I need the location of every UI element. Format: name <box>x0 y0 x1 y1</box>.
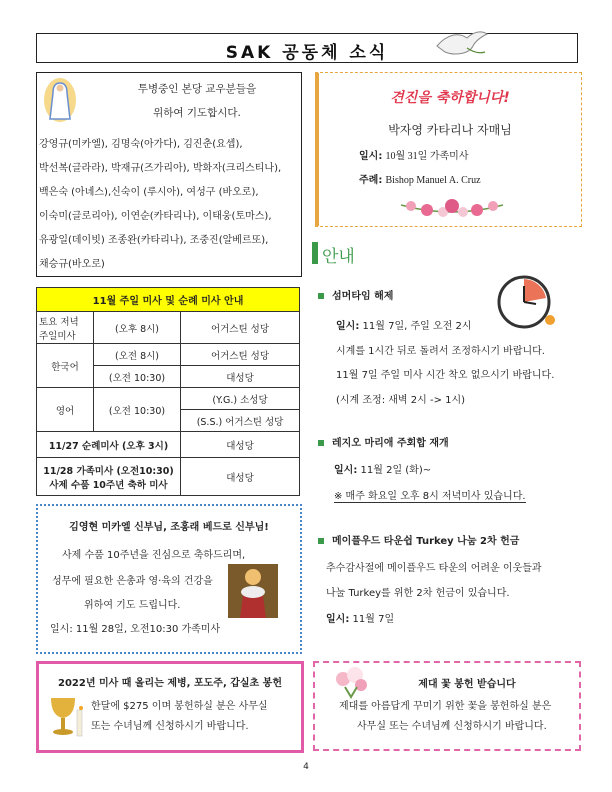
bullet-icon <box>318 440 324 446</box>
priest-title: 김영현 미카엘 신부님, 조홍래 베드로 신부님! <box>69 522 269 533</box>
page-number: 4 <box>303 762 309 772</box>
table-cell: 대성당 <box>181 366 300 388</box>
date-value: 10월 31일 가족미사 <box>385 151 469 162</box>
table-cell: (오전 10:30) <box>94 388 181 432</box>
table-cell: 대성당 <box>181 432 300 458</box>
offering-box <box>36 661 304 753</box>
priest-anniversary-box <box>36 504 302 654</box>
prayer-box <box>36 72 302 277</box>
dst-line-2: 11월 7일 주일 미사 시간 착오 없으시기 바랍니다. <box>336 370 555 381</box>
table-cell: 한국어 <box>37 344 94 388</box>
table-cell: 토요 저녁 주일미사 <box>37 312 94 344</box>
mass-schedule-table <box>36 287 300 496</box>
bullet-icon <box>318 538 324 544</box>
dst-date: 일시: 11월 7일, 주일 오전 2시 <box>336 321 472 332</box>
dst-title: 섬머타임 해제 <box>318 287 393 302</box>
dst-line-1: 시계를 1시간 뒤로 돌려서 조정하시기 바랍니다. <box>336 346 545 357</box>
table-cell: (오전 8시) <box>94 344 181 366</box>
prayer-line: 유광일(데이빗) 조종완(카타리나), 조중진(알베르또), <box>39 235 269 246</box>
altar-flower-box <box>313 661 581 751</box>
table-cell: 어거스틴 성당 <box>181 312 300 344</box>
flower-title: 제대 꽃 봉헌 받습니다 <box>418 679 516 690</box>
priest-line-2: 성무에 필요한 은총과 영·육의 건강을 <box>52 576 213 587</box>
table-cell: (S.S.) 어거스틴 성당 <box>181 410 300 432</box>
good-shepherd-icon <box>228 564 278 618</box>
bullet-icon <box>318 293 324 299</box>
prayer-line: 박선복(글라라), 박재규(즈가리아), 박화자(크리스티나), <box>39 163 282 174</box>
legio-title: 레지오 마리애 주회합 재개 <box>318 434 449 449</box>
table-cell: (오전 10:30) <box>94 366 181 388</box>
mary-icon <box>43 77 77 123</box>
prayer-line: 강영규(미카엘), 김명숙(아가다), 김진춘(요셉), <box>39 139 243 150</box>
clock-icon <box>496 274 558 332</box>
priest-line-1: 사제 수품 10주년을 진심으로 축하드리며, <box>62 550 246 561</box>
priest-line-3: 위하여 기도 드립니다. <box>84 600 181 611</box>
flower-line-2: 사무실 또는 수녀님께 신청하시기 바랍니다. <box>357 721 547 732</box>
flower-line-1: 제대를 아름답게 꾸미기 위한 꽃을 봉헌하실 분은 <box>339 701 552 712</box>
chalice-icon <box>45 692 85 740</box>
turkey-title: 메이플우드 타운쉽 Turkey 나눔 2차 헌금 <box>318 532 519 547</box>
offering-title: 2022년 미사 때 올리는 제병, 포도주, 갑실초 봉헌 <box>57 678 283 689</box>
turkey-date: 일시: 11월 7일 <box>326 614 395 625</box>
legio-date: 일시: 11월 2일 (화)~ <box>334 465 432 476</box>
table-cell: 영어 <box>37 388 94 432</box>
confirmation-name: 박자영 카타리나 자매님 <box>388 123 512 137</box>
turkey-line-2: 나눌 Turkey를 위한 2차 헌금이 있습니다. <box>326 588 510 599</box>
date-label: 일시: <box>359 151 383 162</box>
priest-line-4: 일시: 11월 28일, 오전10:30 가족미사 <box>50 624 221 635</box>
flower-garland-icon <box>397 191 507 219</box>
turkey-line-1: 추수감사절에 메이플우드 타운의 어려운 이웃들과 <box>326 563 542 574</box>
table-cell: (Y.G.) 소성당 <box>181 388 300 410</box>
dove-icon <box>429 24 489 64</box>
prayer-heading-1: 투병중인 본당 교우분들을 <box>137 83 257 95</box>
confirmation-date <box>359 147 468 162</box>
table-cell: 11/27 순례미사 (오후 3시) <box>37 432 181 458</box>
host-value: Bishop Manuel A. Cruz <box>385 175 481 186</box>
offering-line-2: 또는 수녀님께 신청하시기 바랍니다. <box>91 721 249 732</box>
table-cell: 11/28 가족미사 (오전10:30) 사제 수품 10주년 축하 미사 <box>37 458 181 496</box>
table-cell: (오후 8시) <box>94 312 181 344</box>
legio-note: ※ 매주 화요일 오후 8시 저녁미사 있습니다. <box>334 487 526 503</box>
notice-heading: 안내 <box>322 247 355 267</box>
dst-line-3: (시계 조정: 새벽 2시 -> 1시) <box>336 395 466 406</box>
host-label: 주례: <box>359 175 383 186</box>
prayer-line: 이숙미(글로리아), 이연순(카타리나), 이태웅(토마스), <box>39 211 272 222</box>
flower-bouquet-icon <box>331 665 371 699</box>
table-cell: 대성당 <box>181 458 300 496</box>
page-title: SAK 공동체 소식 <box>225 43 389 63</box>
confirmation-host <box>359 171 481 186</box>
title-bar <box>36 33 578 63</box>
table-cell: 어거스틴 성당 <box>181 344 300 366</box>
table-header: 11월 주일 미사 및 순례 미사 안내 <box>37 288 300 312</box>
prayer-line: 채승규(바오로) <box>39 259 105 270</box>
prayer-line: 백은숙 (아녜스),신숙이 (루시아), 여성구 (바오로), <box>39 187 259 198</box>
confirmation-box <box>315 72 582 227</box>
confirmation-title: 견진을 축하합니다! <box>390 90 510 106</box>
notice-heading-bar <box>312 242 318 264</box>
prayer-heading-2: 위하여 기도합시다. <box>153 107 241 119</box>
offering-line-1: 한달에 $275 이며 봉헌하실 분은 사무실 <box>91 701 268 712</box>
